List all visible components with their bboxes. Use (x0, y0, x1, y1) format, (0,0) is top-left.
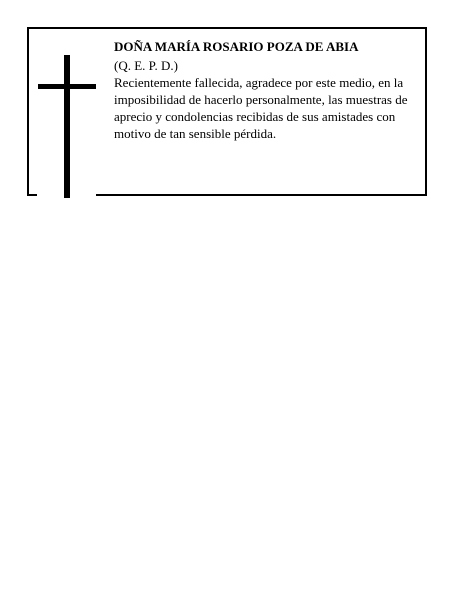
rip-abbreviation: (Q. E. P. D.) (114, 58, 178, 73)
notice-message: Recientemente fallecida, agradece por este medio, en la imposibilidad de hacerlo personalmente, las muestras de aprecio y condolencias recibidas de sus amistades con motivo de tan sensible pérdida. (114, 75, 408, 141)
frame-top-border (27, 27, 427, 29)
cross-horizontal-bar (38, 84, 96, 89)
cross-vertical-bar (64, 55, 70, 198)
frame-left-border (27, 27, 29, 196)
frame-right-border (425, 27, 427, 196)
frame-bottom-border-right (96, 194, 427, 196)
deceased-name: DOÑA MARÍA ROSARIO POZA DE ABIA (114, 39, 359, 54)
notice-text-block (114, 38, 422, 142)
frame-bottom-border-left (27, 194, 37, 196)
